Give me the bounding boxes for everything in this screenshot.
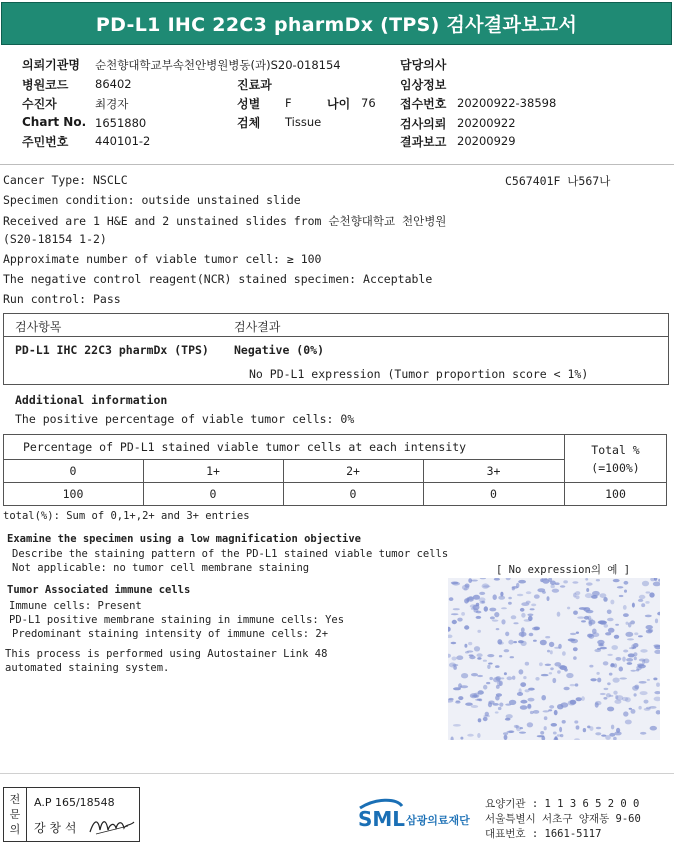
intensity-table-hsep-2: [3, 482, 667, 483]
process-line-2: automated staining system.: [5, 662, 170, 674]
signature-side-label: 전문의: [9, 793, 21, 836]
header-divider: [0, 164, 674, 165]
level-0: 0: [69, 464, 77, 478]
immune-line-2: PD-L1 positive membrane staining in immune cells: Yes: [9, 614, 345, 626]
dept-label: 진료과: [237, 78, 272, 92]
code-label: 병원코드: [22, 78, 69, 92]
signature-name: 강 창 석: [34, 821, 77, 835]
report-title: PD-L1 IHC 22C3 pharmDx (TPS) 검사결과보고서: [95, 14, 578, 36]
examine-heading: Examine the specimen using a low magnification objective: [7, 533, 362, 545]
received-slides: Received are 1 H&E and 2 unstained slides from 순천향대학교 천안병원: [3, 214, 447, 228]
phone: 대표번호 : 1661-5117: [485, 828, 602, 840]
result-table-divider: [3, 336, 669, 337]
chart-label: Chart No.: [22, 115, 87, 129]
result-item: PD-L1 IHC 22C3 pharmDx (TPS): [15, 343, 209, 357]
sex-label: 성별: [237, 97, 261, 111]
rrn-value: 440101-2: [95, 134, 151, 148]
rrn-label: 주민번호: [22, 135, 69, 149]
hospital-value: 순천향대학교부속천안병원병동(과)S20-018154: [95, 58, 341, 72]
intensity-header: Percentage of PD-L1 stained viable tumor cells at each intensity: [23, 440, 467, 454]
result-col-result-header: 검사결과: [234, 320, 281, 334]
report-date-label: 결과보고: [400, 135, 447, 149]
level-2plus: 2+: [346, 464, 360, 478]
immune-line-1: Immune cells: Present: [9, 600, 142, 612]
examine-line-1: Describe the staining pattern of the PD-L1 stained viable tumor cells: [12, 548, 449, 560]
positive-percentage: The positive percentage of viable tumor cells: 0%: [15, 412, 355, 426]
ncr-status: The negative control reagent(NCR) stained specimen: Acceptable: [3, 272, 433, 286]
result-detail: No PD-L1 expression (Tumor proportion score < 1%): [249, 367, 589, 381]
age-value: 76: [361, 96, 376, 110]
additional-heading: Additional information: [15, 393, 168, 407]
level-1plus: 1+: [206, 464, 220, 478]
level-3plus: 3+: [486, 464, 501, 478]
sml-logo: [356, 796, 476, 832]
chart-value: 1651880: [95, 116, 147, 130]
receipt-value: 20200922-38598: [457, 96, 557, 110]
micrograph-image: [448, 578, 660, 740]
slide-code: C567401F 나567나: [505, 174, 611, 188]
cancer-type: Cancer Type: NSCLC: [3, 173, 128, 187]
specimen-label: 검체: [237, 116, 261, 130]
receipt-label: 접수번호: [400, 97, 447, 111]
total-header: Total %: [591, 443, 640, 457]
run-control: Run control: Pass: [3, 292, 121, 306]
immune-line-3: Predominant staining intensity of immune cells: 2+: [12, 628, 329, 640]
address: 서울특별시 서초구 양재동 9-60: [485, 813, 641, 825]
value-level-1plus: 0: [209, 487, 217, 501]
specimen-value: Tissue: [285, 115, 322, 129]
value-total: 100: [605, 487, 626, 501]
org-code: 요양기관 : 1 1 3 6 5 2 0 0: [485, 798, 640, 810]
handwritten-signature: [88, 814, 138, 838]
immune-heading: Tumor Associated immune cells: [7, 584, 191, 596]
value-level-0: 100: [62, 487, 84, 501]
specimen-condition: Specimen condition: outside unstained slide: [3, 193, 301, 207]
recipient-label: 수진자: [22, 97, 57, 111]
value-level-2plus: 0: [349, 487, 357, 501]
hospital-label: 의뢰기관명: [22, 58, 80, 72]
signature-license: A.P 165/18548: [34, 796, 115, 809]
image-caption: [ No expression의 예 ]: [496, 564, 631, 576]
result-col-item-header: 검사항목: [15, 320, 62, 334]
request-label: 검사의뢰: [400, 117, 447, 131]
examine-line-2: Not applicable: no tumor cell membrane staining: [12, 562, 310, 574]
value-level-3plus: 0: [490, 487, 497, 501]
result-value: Negative (0%): [234, 343, 325, 357]
logo-text: SML: [358, 807, 406, 831]
footer-divider: [0, 773, 674, 774]
report-title-bar: [1, 2, 672, 45]
total-footnote: total(%): Sum of 0,1+,2+ and 3+ entries: [3, 510, 250, 522]
logo-company: 삼광의료재단: [406, 814, 470, 827]
clinical-label: 임상정보: [400, 78, 447, 92]
sex-value: F: [285, 96, 292, 110]
age-label: 나이: [327, 97, 351, 111]
process-line-1: This process is performed using Autostainer Link 48: [5, 648, 328, 660]
report-date-value: 20200929: [457, 134, 516, 148]
total-header-note: (=100%): [591, 461, 640, 475]
code-value: 86402: [95, 77, 132, 91]
request-value: 20200922: [457, 116, 516, 130]
recipient-value: 최경자: [95, 97, 129, 111]
approx-tumor-cells: Approximate number of viable tumor cell: ≥ 100: [3, 252, 322, 266]
doctor-label: 담당의사: [400, 58, 447, 72]
signature-box: [3, 787, 140, 842]
received-id: (S20-18154 1-2): [3, 232, 107, 246]
